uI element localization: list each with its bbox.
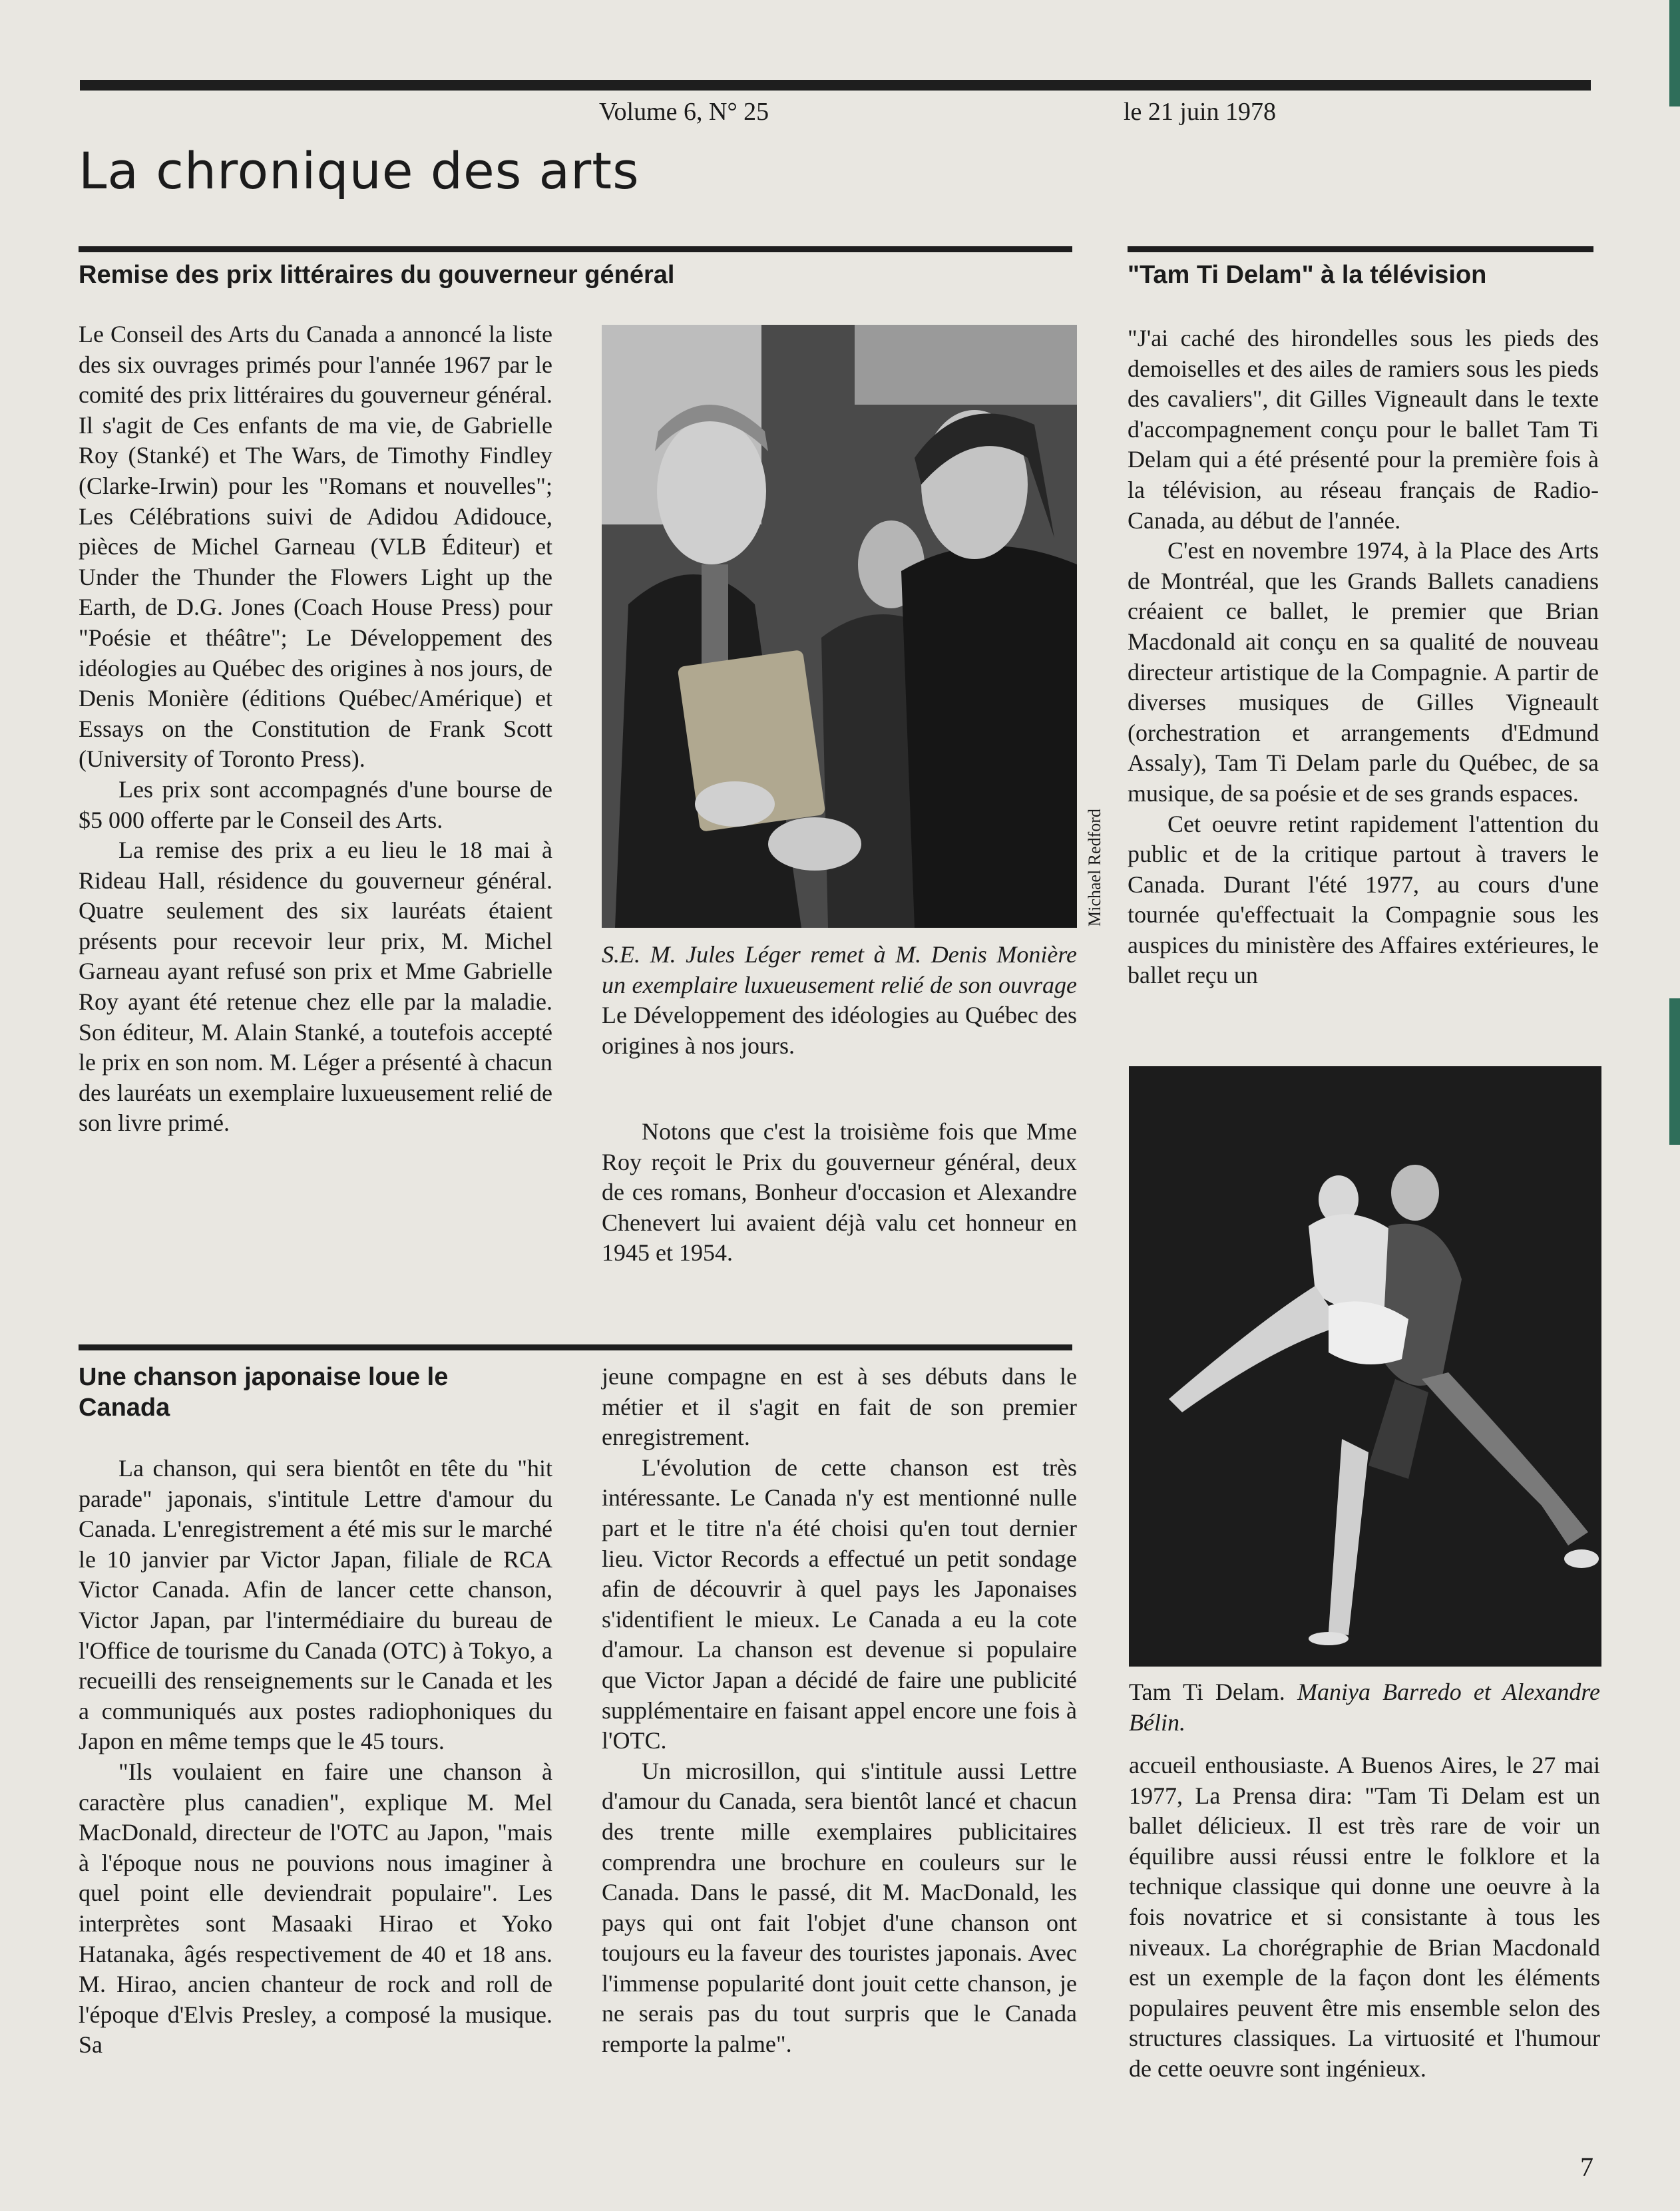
paragraph: Les prix sont accompagnés d'une bourse de $5 000 offerte par le Conseil des Arts. xyxy=(79,775,552,833)
paragraph: jeune compagne en est à ses débuts dans le métier et il s'agit en fait de son premier enregistrement. xyxy=(602,1363,1077,1451)
headline-ballet: "Tam Ti Delam" à la télévision xyxy=(1128,261,1487,289)
paragraph: Cet oeuvre retint rapidement l'attention du public et de la critique partout à travers le Canada. Durant l'été 1977, au cours d'une tournée qu'effectuait la Compagnie sous les auspices du ministère des Affaires extérieures, le ballet reçu un xyxy=(1128,810,1599,989)
page-number: 7 xyxy=(1580,2152,1593,2182)
caption-roman: Le Développement des idéologies au Québec des origines à nos jours. xyxy=(602,1002,1077,1059)
section-rule xyxy=(79,246,1072,252)
paragraph: Notons que c'est la troisième fois que Mme Roy reçoit le Prix du gouverneur général, deux de ces romans, Bonheur d'occasion et Alexandre Chenevert lui avaient déjà valu cet honneur en 1945 et 1954. xyxy=(602,1118,1077,1267)
paragraph: L'évolution de cette chanson est très intéressante. Le Canada n'y est mentionné nulle part et le titre n'a été choisi qu'en tout dernier lieu. Victor Records a effectué un petit sondage afin de découvrir à quel pays les Japonaises s'identifient le mieux. Le Canada a eu la cote d'amour. La chanson est devenue si populaire que Victor Japan a décidé de faire une publicité supplémentaire en faisant appel encore une fois à l'OTC. xyxy=(602,1454,1077,1754)
headline-chanson: Une chanson japonaise loue le Canada xyxy=(79,1363,449,1422)
paragraph: Un microsillon, qui s'intitule aussi Lettre d'amour du Canada, sera bientôt lancé et chacun des trente mille exemplaires publicitaires comprendra une brochure en couleurs sur le Canada. Dans le passé, dit M. MacDonald, les pays qui ont fait l'objet d'une chanson ont toujours eu la faveur des touristes japonais. Avec l'immense popularité dont jouit cette chanson, je ne serais pas du tout surpris que le Canada remporte la palme". xyxy=(602,1757,1077,2058)
column-prix-right xyxy=(602,1117,1077,1269)
column-chanson-right xyxy=(602,1362,1077,2060)
top-rule xyxy=(80,80,1591,91)
column-ballet-bottom xyxy=(1129,1750,1600,2085)
column-ballet-top xyxy=(1128,323,1599,991)
caption-italic: S.E. M. Jules Léger remet à M. Denis Monière un exemplaire luxueusement relié de son ouvrage xyxy=(602,941,1077,998)
photo-credit: Michael Redford xyxy=(1085,809,1104,926)
headline-prix: Remise des prix littéraires du gouverneur général xyxy=(79,261,675,289)
masthead-title: La chronique des arts xyxy=(79,141,640,200)
issue-date: le 21 juin 1978 xyxy=(1124,98,1277,126)
page-edge-strip xyxy=(1669,0,1680,106)
page-edge-strip xyxy=(1669,998,1680,1145)
paragraph: Le Conseil des Arts du Canada a annoncé la liste des six ouvrages primés pour l'année 1967 par le comité des prix littéraires du gouverneur général. Il s'agit de Ces enfants de ma vie, de Gabrielle Roy (Stanké) et The Wars, de Timothy Findley (Clarke-Irwin) pour les "Romans et nouvelles"; Les Célébrations suivi de Adidou Adidouce, pièces de Michel Garneau (VLB Éditeur) et Under the Thunder the Flowers Light up the Earth, de D.G. Jones (Coach House Press) pour "Poésie et théâtre"; Le Développement des idéologies au Québec des origines à nos jours, de Denis Monière (éditions Québec/Amérique) et Essays on the Constitution de Frank Scott (University of Toronto Press). xyxy=(79,321,552,773)
paragraph: C'est en novembre 1974, à la Place des Arts de Montréal, que les Grands Ballets canadiens créaient ce ballet, le premier que Brian Macdonald ait conçu en sa qualité de nouveau directeur artistique de la Compagnie. A partir de diverses musiques de Gilles Vigneault (orchestration et arrangements d'Edmund Assaly), Tam Ti Delam parle du Québec, de sa musique, de sa poésie et de ses grands espaces. xyxy=(1128,537,1599,807)
caption-italic: Maniya Barredo et Alexandre Bélin. xyxy=(1129,1679,1600,1736)
paragraph: "Ils voulaient en faire une chanson à caractère plus canadien", explique M. Mel MacDonald, directeur de l'OTC au Japon, "mais à l'époque nous ne pouvions nous imaginer à quel point elle deviendrait populaire". Les interprètes sont Masaaki Hirao et Yoko Hatanaka, âgés respectivement de 40 et 18 ans. M. Hirao, ancien chanteur de rock and roll de l'époque d'Elvis Presley, a composé la musique. Sa xyxy=(79,1758,552,2059)
paragraph: accueil enthousiaste. A Buenos Aires, le 27 mai 1977, La Prensa dira: "Tam Ti Delam est un ballet délicieux. Il est très rare de voir un équilibre aussi réussi entre le folklore et la technique classique qui donne une oeuvre à la fois novatrice et si consistante à tous les niveaux. La chorégraphie de Brian Macdonald est un exemple de la façon dont les éléments populaires peuvent être mis ensemble selon des structures classiques. La virtuosité et l'humour de cette oeuvre sont ingénieux. xyxy=(1129,1752,1600,2082)
photo-prize-ceremony xyxy=(602,325,1077,928)
paragraph: La chanson, qui sera bientôt en tête du "hit parade" japonais, s'intitule Lettre d'amour du Canada. L'enregistrement a été mis sur le marché le 10 janvier par Victor Japan, filiale de RCA Victor Canada. Afin de lancer cette chanson, Victor Japan, par l'intermédiaire du bureau de l'Office de tourisme du Canada (OTC) à Tokyo, a recueilli des renseignements sur le Canada et les a communiqués aux postes radiophoniques du Japon en même temps que le 45 tours. xyxy=(79,1455,552,1755)
section-rule xyxy=(1128,246,1593,252)
photo-caption-ballet xyxy=(1129,1677,1600,1738)
photo-caption-prix xyxy=(602,940,1077,1061)
caption-roman: Tam Ti Delam. xyxy=(1129,1679,1285,1705)
paragraph: "J'ai caché des hirondelles sous les pieds des demoiselles et des ailes de ramiers sous les pieds des cavaliers", dit Gilles Vigneault dans le texte d'accompagnement conçu pour le ballet Tam Ti Delam qui a été présenté pour la première fois à la télévision, au réseau français de Radio-Canada, au début de l'année. xyxy=(1128,325,1599,534)
paragraph: La remise des prix a eu lieu le 18 mai à Rideau Hall, résidence du gouverneur général. Quatre seulement des six lauréats étaient présents pour recevoir leur prix, M. Michel Garneau ayant refusé son prix et Mme Gabrielle Roy ayant été retenue chez elle par la maladie. Son éditeur, M. Alain Stanké, a toutefois accepté le prix en son nom. M. Léger a présenté à chacun des lauréats un exemplaire luxueusement relié de son livre primé. xyxy=(79,837,552,1137)
column-chanson-left xyxy=(79,1454,552,2061)
section-rule xyxy=(79,1344,1072,1350)
photo-prize-ceremony-illustration xyxy=(602,325,1077,928)
issue-volume: Volume 6, N° 25 xyxy=(599,98,769,126)
photo-ballet-dancers xyxy=(1129,1066,1601,1667)
column-prix-left xyxy=(79,319,552,1139)
photo-ballet-illustration xyxy=(1129,1066,1601,1667)
